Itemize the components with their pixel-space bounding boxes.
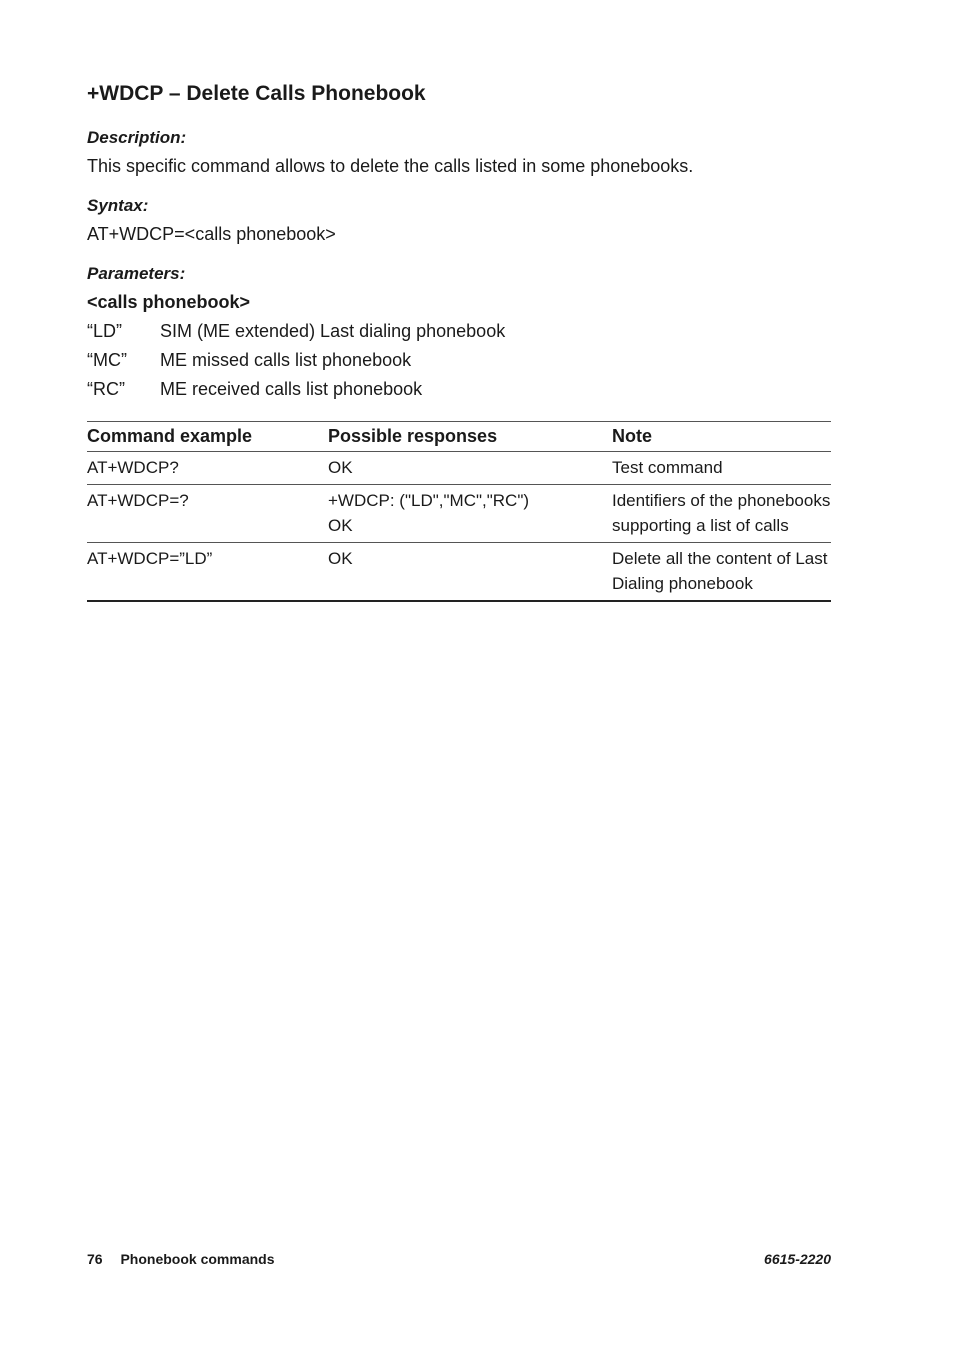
table-row bbox=[87, 485, 831, 543]
response-line: OK bbox=[328, 549, 353, 568]
document-id: 6615-2220 bbox=[764, 1251, 831, 1267]
response-cell bbox=[328, 543, 612, 602]
parameter-code: “RC” bbox=[87, 379, 125, 399]
command-cell: AT+WDCP=”LD” bbox=[87, 549, 213, 568]
table-header-row bbox=[87, 422, 831, 452]
syntax-text: AT+WDCP=<calls phonebook> bbox=[87, 224, 336, 244]
parameter-description: ME missed calls list phonebook bbox=[160, 350, 412, 370]
response-cell bbox=[328, 451, 612, 485]
response-line: OK bbox=[328, 515, 353, 535]
parameter-description: ME received calls list phonebook bbox=[160, 379, 423, 399]
parameter-description: SIM (ME extended) Last dialing phonebook bbox=[160, 321, 506, 341]
table-row bbox=[87, 451, 831, 485]
description-label: Description: bbox=[87, 128, 187, 147]
command-table bbox=[87, 421, 831, 602]
page-footer-left bbox=[87, 1251, 275, 1267]
description-text: This specific command allows to delete the calls listed in some phonebooks. bbox=[87, 156, 694, 176]
syntax-label: Syntax: bbox=[87, 196, 149, 215]
note-cell: Delete all the content of Last Dialing phonebook bbox=[612, 549, 828, 593]
note-cell: Identifiers of the phonebooks supporting a list of calls bbox=[612, 491, 831, 535]
parameter-code: “LD” bbox=[87, 321, 122, 341]
parameter-name: <calls phonebook> bbox=[87, 292, 251, 312]
command-cell: AT+WDCP? bbox=[87, 457, 179, 477]
header-command-example: Command example bbox=[87, 426, 253, 446]
section-name: Phonebook commands bbox=[120, 1251, 275, 1267]
parameter-code: “MC” bbox=[87, 350, 127, 370]
table-row bbox=[87, 543, 831, 602]
note-cell: Test command bbox=[612, 457, 723, 477]
page-number: 76 bbox=[87, 1251, 103, 1267]
header-note: Note bbox=[612, 426, 652, 446]
command-cell: AT+WDCP=? bbox=[87, 491, 189, 510]
page-title: +WDCP – Delete Calls Phonebook bbox=[87, 82, 426, 105]
parameters-label: Parameters: bbox=[87, 264, 186, 283]
response-line: +WDCP: ("LD","MC","RC") bbox=[328, 491, 530, 510]
response-line: OK bbox=[328, 457, 353, 477]
response-cell bbox=[328, 485, 612, 543]
header-possible-responses: Possible responses bbox=[328, 426, 498, 446]
